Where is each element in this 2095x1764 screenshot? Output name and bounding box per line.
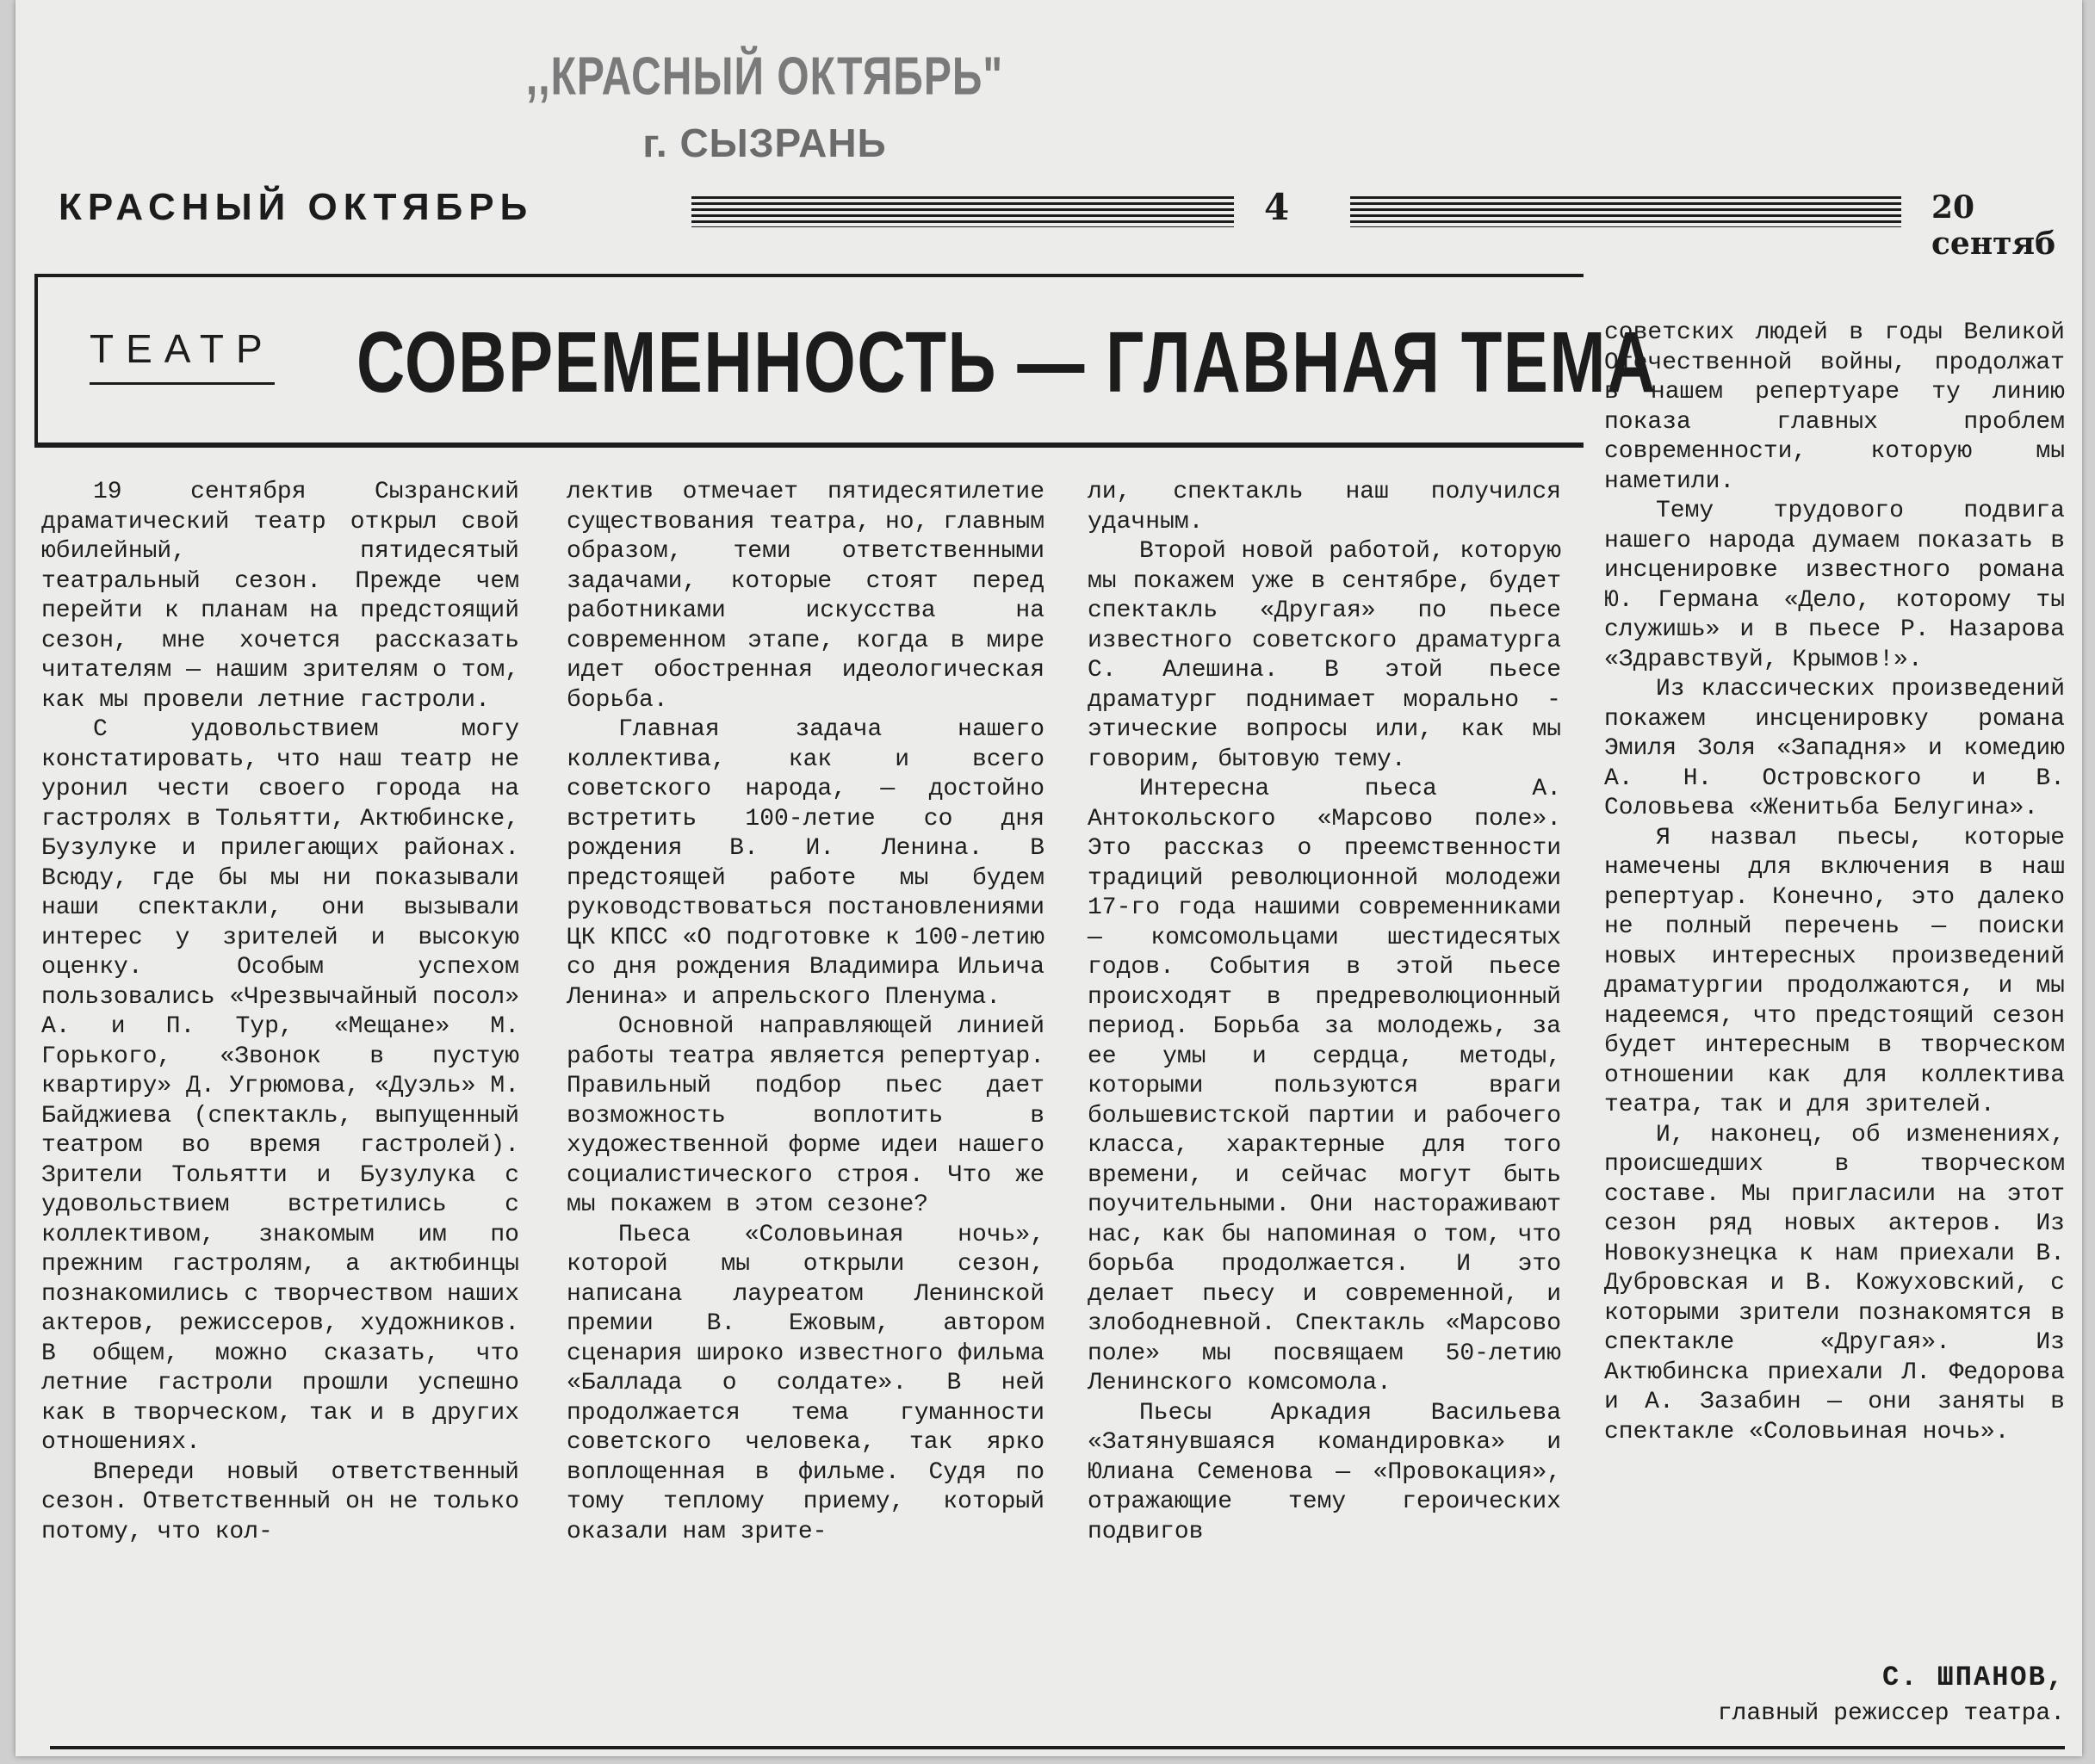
author-title: главный режиссер театра. [1717,1700,2065,1727]
masthead [41,181,2082,262]
article-column-1 [41,478,519,1547]
masthead-rule-left [691,196,1234,227]
library-stamp [506,47,1023,166]
paragraph: Второй новой работой, которую мы покажем уже в сентябре, будет спектакль «Другая» по пьесе известного советского драматурга С. Алешина. В этой пьесе драматург поднимает морально - этические вопросы или, как мы говорим, бытовую тему. [1088,538,1561,773]
article-signature [1626,1662,2065,1727]
bottom-rule [50,1746,2065,1749]
author-name: С. ШПАНОВ, [1881,1662,2065,1693]
issue-date: 20 сентяб [1931,189,2056,262]
newspaper-name: КРАСНЫЙ ОКТЯБРЬ [59,186,534,228]
paragraph: Пьесы Аркадия Васильева «Затянувшаяся командировка» и Юлиана Семенова — «Провокация», отражающие тему героических подвигов [1088,1399,1561,1545]
rubric-label: ТЕАТР [90,325,275,385]
newspaper-clipping [15,0,2082,1756]
stamp-line-2: г. СЫЗРАНЬ [642,121,887,165]
paragraph: Я назвал пьесы, которые намечены для включения в наш репертуар. Конечно, это далеко не полный перечень — поиски новых интересных произведений драматургии продолжаются, и мы надеемся, что предстоящий сезон будет интересным в творческом отношении как для коллектива театра, так и для зрителей. [1604,824,2065,1118]
paragraph: Главная задача нашего коллектива, как и всего советского народа, — достойно встретить 100-летие со дня рождения В. И. Ленина. В предстоящей работе мы будем руководствоваться постановлениями ЦК КПСС «О подготовке к 100-летию со дня рождения Владимира Ильича Ленина» и апрельского Пленума. [567,716,1044,1011]
paragraph: Пьеса «Соловьиная ночь», которой мы открыли сезон, написана лауреатом Ленинской премии В. Ежовым, автором сценария широко известного фильма «Баллада о солдате». В ней продолжается тема гуманности советского человека, так ярко воплощенная в фильме. Судя по тому теплому приему, который оказали нам зрите- [567,1221,1044,1545]
article-column-3 [1088,478,1561,1547]
paragraph: советских людей в годы Великой Отечественной войны, продолжат в нашем репертуаре ту линию показа главных проблем современности, которую мы наметили. [1604,319,2065,495]
paragraph: 19 сентября Сызранский драматический театр открыл свой юбилейный, пятидесятый театральный сезон. Прежде чем перейти к планам на предстоящий сезон, мне хочется рассказать читателям — нашим зрителям о том, как мы провели летние гастроли. [41,479,519,714]
paragraph: И, наконец, об изменениях, происшедших в творческом составе. Мы пригласили на этот сезон ряд новых актеров. Из Новокузнецка к нам приехали В. Дубровская и В. Кожуховский, с которыми зрители познакомятся в спектакле «Другая». Из Актюбинска приехали Л. Федорова и А. Зазабин — они заняты в спектакле «Соловьиная ночь». [1604,1121,2065,1445]
paragraph: Из классических произведений покажем инсценировку романа Эмиля Золя «Западня» и комедию А. Н. Островского и В. Соловьева «Женитьба Белугина». [1604,676,2065,821]
masthead-rule-right [1350,196,1901,227]
paragraph: лектив отмечает пятидесятилетие существования театра, но, главным образом, теми ответственными задачами, которые стоят перед работниками искусства на современном этапе, когда в мире идет обостренная идеологическая борьба. [567,479,1044,714]
paragraph: Впереди новый ответственный сезон. Ответственный он не только потому, что кол- [41,1458,519,1545]
stamp-line-1: ,,КРАСНЫЙ ОКТЯБРЬ" [525,47,1004,107]
article-column-2 [567,478,1044,1547]
article-column-4 [1604,319,2065,1447]
paragraph: Тему трудового подвига нашего народа думаем показать в инсценировке известного романа Ю. Германа «Дело, которому ты служишь» и в пьесе Р. Назарова «Здравствуй, Крымов!». [1604,498,2065,673]
paragraph: ли, спектакль наш получился удачным. [1088,479,1561,535]
paragraph: Основной направляющей линией работы театра является репертуар. Правильный подбор пьес дает возможность воплотить в художественной форме идеи нашего социалистического строя. Что же мы покажем в этом сезоне? [567,1013,1044,1218]
page-number: 4 [1264,186,1290,228]
paragraph: Интересна пьеса А. Антокольского «Марсово поле». Это рассказ о преемственности традиций революционной молодежи 17-го года нашими современниками — комсомольцами шестидесятых годов. События в этой пьесе происходят в предреволюционный период. Борьба за молодежь, за ее умы и сердца, методы, которыми пользуются враги большевистской партии и рабочего класса, характерные для того времени, и сейчас могут быть поучительными. Они настораживают нас, как бы напоминая о том, что борьба продолжается. И это делает пьесу и современной, и злободневной. Спектакль «Марсово поле» мы посвящаем 50-летию Ленинского комсомола. [1088,776,1561,1396]
headline-frame [34,274,1657,448]
paragraph: С удовольствием могу констатировать, что наш театр не уронил чести своего города на гастролях в Тольятти, Актюбинске, Бузулуке и прилегающих районах. Всюду, где бы мы ни показывали наши спектакли, они вызывали интерес у зрителей и высокую оценку. Особым успехом пользовались «Чрезвычайный посол» А. и П. Тур, «Мещане» М. Горького, «Звонок в пустую квартиру» Д. Угрюмова, «Дуэль» М. Байджиева (спектакль, выпущенный театром во время гастролей). Зрители Тольятти и Бузулука с удовольствием встретились с коллективом, знакомым им по прежним гастролям, а актюбинцы познакомились с творчеством наших актеров, режиссеров, художников. В общем, можно сказать, что летние гастроли прошли успешно как в творческом, так и в других отношениях. [41,716,519,1456]
article-headline: СОВРЕМЕННОСТЬ — ГЛАВНАЯ ТЕМА [356,314,1657,411]
